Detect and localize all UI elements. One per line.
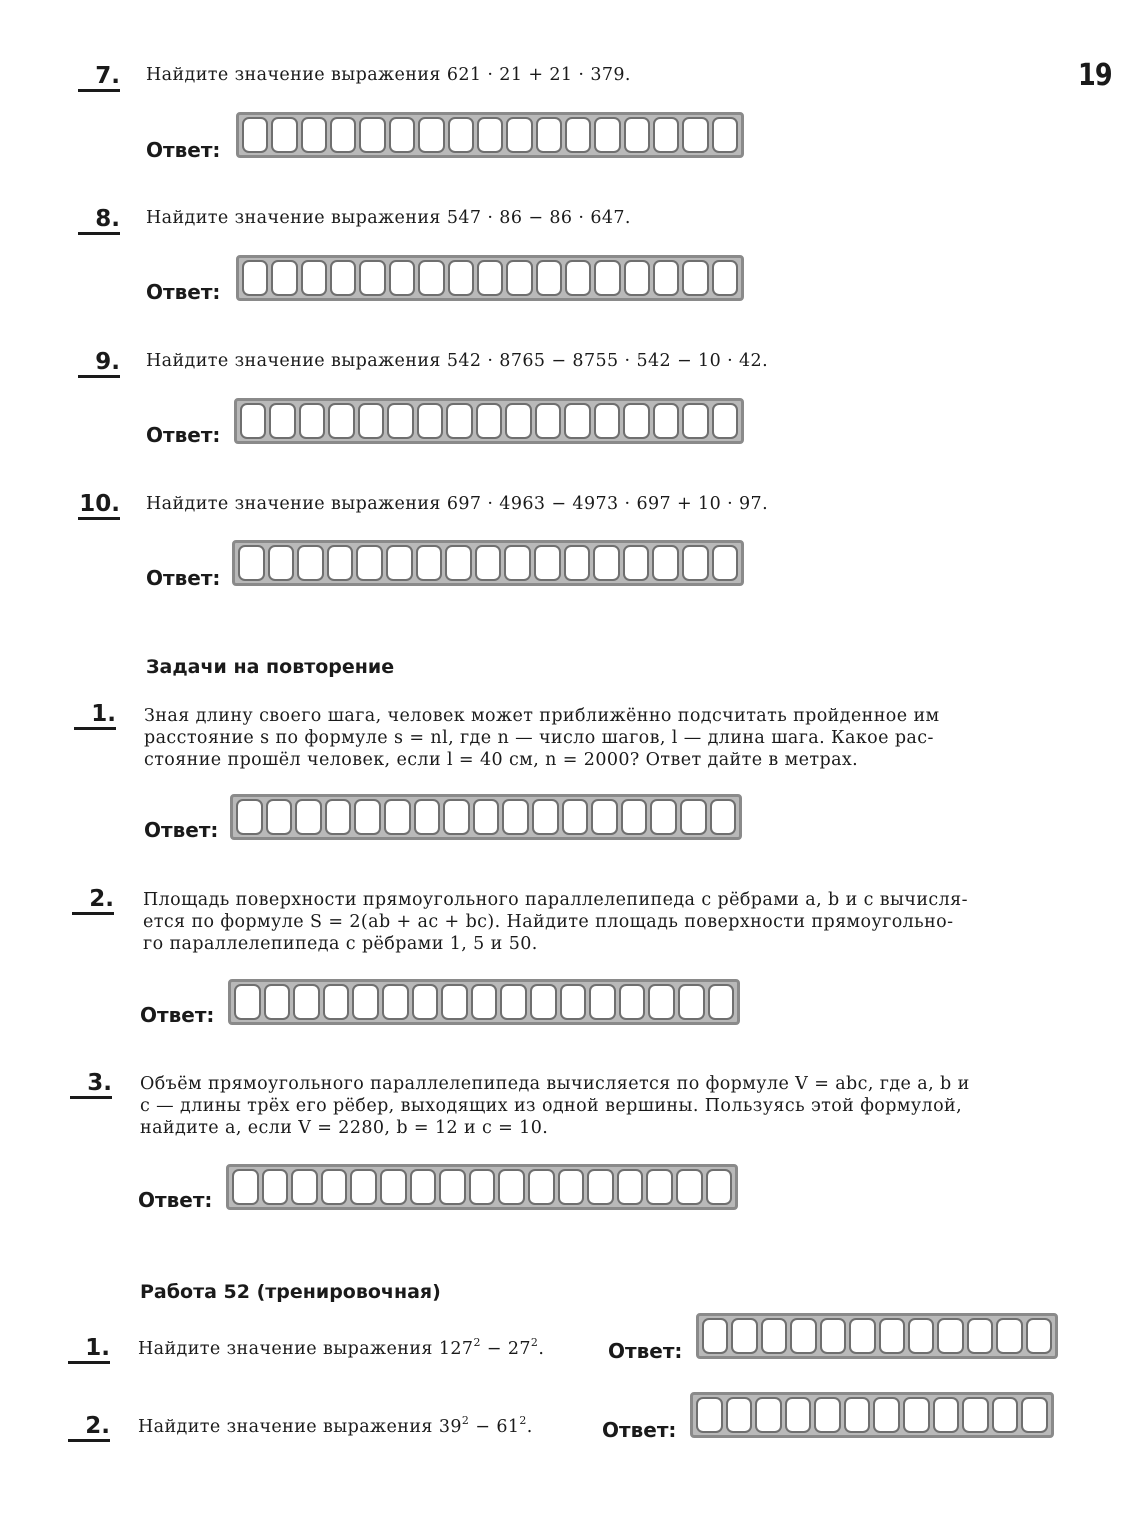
task-9-answer-field-cell-2[interactable] [269,403,295,439]
review-task-1-answer-field-cell-1[interactable] [236,799,263,835]
task-7-answer-field-cell-5[interactable] [359,117,385,153]
review-task-2-answer-field-cell-15[interactable] [648,984,675,1020]
review-task-3-answer-field-cell-11[interactable] [528,1169,555,1205]
task-8-answer-field-cell-5[interactable] [359,260,385,296]
task-7-answer-field-cell-10[interactable] [506,117,532,153]
review-task-2-answer-field[interactable] [228,979,740,1025]
task-7-answer-field[interactable] [236,112,744,158]
task-7-answer-field-cell-11[interactable] [536,117,562,153]
review-task-2-answer-field-cell-6[interactable] [382,984,409,1020]
work-task-2-answer-field-cell-7[interactable] [873,1397,900,1433]
task-8-answer-field-cell-17[interactable] [712,260,738,296]
review-task-1-answer-field-cell-16[interactable] [680,799,707,835]
task-8-answer-field-cell-7[interactable] [418,260,444,296]
task-10-answer-field-cell-12[interactable] [564,545,591,581]
review-task-1-answer-label: Ответ: [144,818,219,842]
task-9-answer-field-cell-11[interactable] [535,403,561,439]
work-task-1-answer-field-cell-2[interactable] [731,1318,757,1354]
review-task-3-answer-field-cell-12[interactable] [558,1169,585,1205]
review-task-2-answer-field-cell-2[interactable] [264,984,291,1020]
review-task-2-answer-field-cell-12[interactable] [560,984,587,1020]
work-task-1-answer-field-cell-6[interactable] [849,1318,875,1354]
task-10-answer-field-cell-4[interactable] [327,545,354,581]
work-task-2-answer-field-cell-2[interactable] [726,1397,753,1433]
task-9-answer-field-cell-8[interactable] [446,403,472,439]
task-9-answer-field-cell-6[interactable] [387,403,413,439]
work-task-1-end: . [538,1339,545,1359]
review-task-2-answer-field-cell-16[interactable] [678,984,705,1020]
task-8-answer-field-cell-9[interactable] [477,260,503,296]
review-task-1-answer-field-cell-7[interactable] [414,799,441,835]
work-task-1-answer-field[interactable] [696,1313,1058,1359]
task-7-answer-field-cell-4[interactable] [330,117,356,153]
review-task-3-answer-field-cell-8[interactable] [439,1169,466,1205]
work-task-1-prefix: Найдите значение выражения [138,1339,439,1359]
task-9-answer-field-cell-13[interactable] [594,403,620,439]
review-task-3-answer-field-cell-14[interactable] [617,1169,644,1205]
review-task-3-answer-field[interactable] [226,1164,738,1210]
review-task-3-line-1: Объём прямоугольного параллелепипеда вычисляется по формуле V = abc, где a, b и [140,1074,970,1094]
task-9-answer-field-cell-10[interactable] [505,403,531,439]
work-task-2-answer-field[interactable] [690,1392,1054,1438]
review-task-2-text [143,889,1063,955]
task-10-answer-field-cell-2[interactable] [268,545,295,581]
work-task-2-answer-field-cell-11[interactable] [992,1397,1019,1433]
task-10-answer-field-cell-3[interactable] [297,545,324,581]
work-task-2-text [138,1416,533,1438]
review-task-3-answer-field-cell-6[interactable] [380,1169,407,1205]
review-task-3-answer-field-cell-5[interactable] [350,1169,377,1205]
task-8-answer-field-cell-15[interactable] [653,260,679,296]
review-task-3-answer-field-cell-10[interactable] [498,1169,525,1205]
task-7-answer-field-cell-2[interactable] [271,117,297,153]
review-task-2-answer-field-cell-1[interactable] [234,984,261,1020]
review-task-3-answer-field-cell-4[interactable] [321,1169,348,1205]
work-task-2-prefix: Найдите значение выражения [138,1417,439,1437]
work-task-1-base2: 27 [507,1339,531,1359]
review-task-2-line-2: ется по формуле S = 2(ab + ac + bc). Найдите площадь поверхности прямоугольно- [143,912,954,932]
review-task-1-answer-field-cell-5[interactable] [354,799,381,835]
task-10-answer-field-cell-10[interactable] [504,545,531,581]
review-task-1-answer-field-cell-9[interactable] [473,799,500,835]
task-10-answer-label: Ответ: [146,566,221,590]
review-task-2-answer-field-cell-17[interactable] [708,984,735,1020]
work-task-2-answer-field-cell-5[interactable] [814,1397,841,1433]
review-task-1-line-1: Зная длину своего шага, человек может приближённо подсчитать пройденное им [144,706,940,726]
review-task-1-answer-field-cell-17[interactable] [710,799,737,835]
review-task-1-text [144,705,1064,771]
task-10-answer-field-cell-9[interactable] [475,545,502,581]
review-task-1-answer-field-cell-3[interactable] [295,799,322,835]
task-10-answer-field-cell-14[interactable] [623,545,650,581]
task-10-number: 10. [78,492,120,520]
work-task-1-base1: 127 [438,1339,474,1359]
task-7-answer-field-cell-17[interactable] [712,117,738,153]
work-task-1-exp1: 2 [473,1336,481,1349]
review-task-3-answer-field-cell-9[interactable] [469,1169,496,1205]
task-10-answer-field-cell-11[interactable] [534,545,561,581]
review-task-1-answer-field-cell-2[interactable] [266,799,293,835]
task-10-answer-field-cell-8[interactable] [445,545,472,581]
review-task-1-answer-field-cell-15[interactable] [650,799,677,835]
review-task-2-answer-field-cell-4[interactable] [323,984,350,1020]
task-10-answer-field[interactable] [232,540,744,586]
review-task-1-answer-field-cell-13[interactable] [591,799,618,835]
task-8-answer-field[interactable] [236,255,744,301]
task-9-answer-field-cell-16[interactable] [682,403,708,439]
task-8-answer-field-cell-2[interactable] [271,260,297,296]
work-task-2-minus: − [469,1417,497,1437]
review-task-1-answer-field-cell-12[interactable] [562,799,589,835]
work-task-1-answer-field-cell-4[interactable] [790,1318,816,1354]
work-task-1-exp2: 2 [530,1336,539,1349]
task-8-answer-field-cell-16[interactable] [682,260,708,296]
review-task-1-line-2: расстояние s по формуле s = nl, где n — число шагов, l — длина шага. Какое рас- [144,728,934,748]
review-task-3-answer-field-cell-3[interactable] [291,1169,318,1205]
task-7-answer-field-cell-7[interactable] [418,117,444,153]
review-task-1-line-3: стояние прошёл человек, если l = 40 см, n = 2000? Ответ дайте в метрах. [144,750,859,770]
review-task-3-answer-field-cell-1[interactable] [232,1169,259,1205]
work-task-2-answer-field-cell-9[interactable] [933,1397,960,1433]
task-10-answer-field-cell-17[interactable] [712,545,739,581]
task-8-answer-field-cell-1[interactable] [242,260,268,296]
review-task-1-answer-field-cell-8[interactable] [443,799,470,835]
work-task-1-answer-label: Ответ: [608,1339,683,1363]
task-7-answer-field-cell-15[interactable] [653,117,679,153]
work-task-1-answer-field-cell-1[interactable] [702,1318,728,1354]
review-task-2-answer-field-cell-8[interactable] [441,984,468,1020]
review-task-3-answer-field-cell-7[interactable] [410,1169,437,1205]
work-task-2-end: . [526,1417,533,1437]
work-task-1-answer-field-cell-3[interactable] [761,1318,787,1354]
work-task-2-base1: 39 [438,1417,462,1437]
review-task-2-answer-field-cell-9[interactable] [471,984,498,1020]
task-9-answer-field-cell-14[interactable] [623,403,649,439]
review-task-2-answer-field-cell-7[interactable] [412,984,439,1020]
task-8-answer-field-cell-4[interactable] [330,260,356,296]
review-task-3-answer-field-cell-2[interactable] [262,1169,289,1205]
task-8-answer-field-cell-11[interactable] [536,260,562,296]
work-task-1-number: 1. [68,1336,110,1364]
task-10-text: Найдите значение выражения 697 · 4963 − 4973 · 697 + 10 · 97. [146,494,769,514]
review-task-1-answer-field-cell-11[interactable] [532,799,559,835]
work-task-2-answer-field-cell-1[interactable] [696,1397,723,1433]
review-task-2-answer-field-cell-11[interactable] [530,984,557,1020]
work-task-1-answer-field-cell-7[interactable] [879,1318,905,1354]
work-task-1-answer-field-cell-12[interactable] [1026,1318,1052,1354]
review-task-1-number: 1. [74,702,116,730]
review-task-1-answer-field-cell-14[interactable] [621,799,648,835]
task-7-number: 7. [78,64,120,92]
task-7-answer-field-cell-13[interactable] [594,117,620,153]
review-task-2-answer-field-cell-14[interactable] [619,984,646,1020]
work-task-2-answer-field-cell-12[interactable] [1021,1397,1048,1433]
task-10-answer-field-cell-7[interactable] [416,545,443,581]
task-9-text: Найдите значение выражения 542 · 8765 − 8755 · 542 − 10 · 42. [146,351,769,371]
review-task-3-answer-label: Ответ: [138,1188,213,1212]
work-task-2-exp2: 2 [519,1414,527,1427]
work-task-2-number: 2. [68,1414,110,1442]
task-9-number: 9. [78,350,120,378]
review-section-title: Задачи на повторение [146,656,395,678]
work-task-2-answer-field-cell-8[interactable] [903,1397,930,1433]
work-task-1-text [138,1338,544,1360]
review-task-3-text [140,1073,1062,1139]
review-task-3-line-2: c — длины трёх его рёбер, выходящих из одной вершины. Пользуясь этой формулой, [140,1096,963,1116]
task-9-answer-field-cell-4[interactable] [328,403,354,439]
task-9-answer-field-cell-1[interactable] [240,403,266,439]
task-9-answer-field-cell-7[interactable] [417,403,443,439]
review-task-3-answer-field-cell-15[interactable] [646,1169,673,1205]
work-task-2-answer-field-cell-6[interactable] [844,1397,871,1433]
review-task-2-answer-label: Ответ: [140,1003,215,1027]
task-10-answer-field-cell-1[interactable] [238,545,265,581]
task-9-answer-field-cell-17[interactable] [712,403,738,439]
work-task-1-answer-field-cell-9[interactable] [937,1318,963,1354]
task-8-number: 8. [78,207,120,235]
task-8-answer-field-cell-8[interactable] [448,260,474,296]
work-section-title: Работа 52 (тренировочная) [140,1281,441,1303]
task-8-answer-field-cell-13[interactable] [594,260,620,296]
review-task-1-answer-field-cell-4[interactable] [325,799,352,835]
work-task-2-exp1: 2 [461,1414,470,1427]
task-7-answer-label: Ответ: [146,138,221,162]
task-10-answer-field-cell-6[interactable] [386,545,413,581]
page-number: 19 [1078,58,1112,93]
review-task-3-line-3: найдите a, если V = 2280, b = 12 и c = 10. [140,1118,549,1138]
task-8-answer-field-cell-3[interactable] [301,260,327,296]
task-7-answer-field-cell-14[interactable] [624,117,650,153]
task-10-answer-field-cell-15[interactable] [652,545,679,581]
task-8-answer-label: Ответ: [146,280,221,304]
review-task-3-answer-field-cell-16[interactable] [676,1169,703,1205]
review-task-2-answer-field-cell-3[interactable] [293,984,320,1020]
review-task-3-answer-field-cell-17[interactable] [706,1169,733,1205]
task-10-answer-field-cell-16[interactable] [682,545,709,581]
review-task-2-number: 2. [72,887,114,915]
task-7-text: Найдите значение выражения 621 · 21 + 21 · 379. [146,65,631,85]
review-task-1-answer-field-cell-10[interactable] [502,799,529,835]
work-task-1-answer-field-cell-10[interactable] [967,1318,993,1354]
task-7-answer-field-cell-3[interactable] [301,117,327,153]
review-task-1-answer-field-cell-6[interactable] [384,799,411,835]
work-task-2-answer-field-cell-4[interactable] [785,1397,812,1433]
work-task-2-answer-field-cell-10[interactable] [962,1397,989,1433]
review-task-3-answer-field-cell-13[interactable] [587,1169,614,1205]
task-9-answer-field-cell-9[interactable] [476,403,502,439]
work-task-1-answer-field-cell-8[interactable] [908,1318,934,1354]
work-task-1-answer-field-cell-5[interactable] [820,1318,846,1354]
task-9-answer-field[interactable] [234,398,744,444]
task-9-answer-field-cell-15[interactable] [653,403,679,439]
work-task-1-minus: − [480,1339,508,1359]
work-task-2-answer-field-cell-3[interactable] [755,1397,782,1433]
task-7-answer-field-cell-12[interactable] [565,117,591,153]
task-8-answer-field-cell-12[interactable] [565,260,591,296]
review-task-2-answer-field-cell-13[interactable] [589,984,616,1020]
task-7-answer-field-cell-6[interactable] [389,117,415,153]
review-task-2-answer-field-cell-5[interactable] [352,984,379,1020]
task-9-answer-field-cell-3[interactable] [299,403,325,439]
work-task-1-answer-field-cell-11[interactable] [996,1318,1022,1354]
task-8-text: Найдите значение выражения 547 · 86 − 86 · 647. [146,208,631,228]
task-9-answer-field-cell-12[interactable] [564,403,590,439]
task-8-answer-field-cell-10[interactable] [506,260,532,296]
task-10-answer-field-cell-5[interactable] [356,545,383,581]
review-task-2-line-1: Площадь поверхности прямоугольного параллелепипеда с рёбрами a, b и c вычисля- [143,890,968,910]
task-7-answer-field-cell-9[interactable] [477,117,503,153]
task-8-answer-field-cell-6[interactable] [389,260,415,296]
task-9-answer-label: Ответ: [146,423,221,447]
task-7-answer-field-cell-1[interactable] [242,117,268,153]
task-9-answer-field-cell-5[interactable] [358,403,384,439]
review-task-3-number: 3. [70,1071,112,1099]
work-task-2-answer-label: Ответ: [602,1418,677,1442]
review-task-2-answer-field-cell-10[interactable] [500,984,527,1020]
task-8-answer-field-cell-14[interactable] [624,260,650,296]
review-task-2-line-3: го параллелепипеда с рёбрами 1, 5 и 50. [143,934,538,954]
work-task-2-base2: 61 [496,1417,520,1437]
task-7-answer-field-cell-8[interactable] [448,117,474,153]
review-task-1-answer-field[interactable] [230,794,742,840]
task-7-answer-field-cell-16[interactable] [682,117,708,153]
task-10-answer-field-cell-13[interactable] [593,545,620,581]
